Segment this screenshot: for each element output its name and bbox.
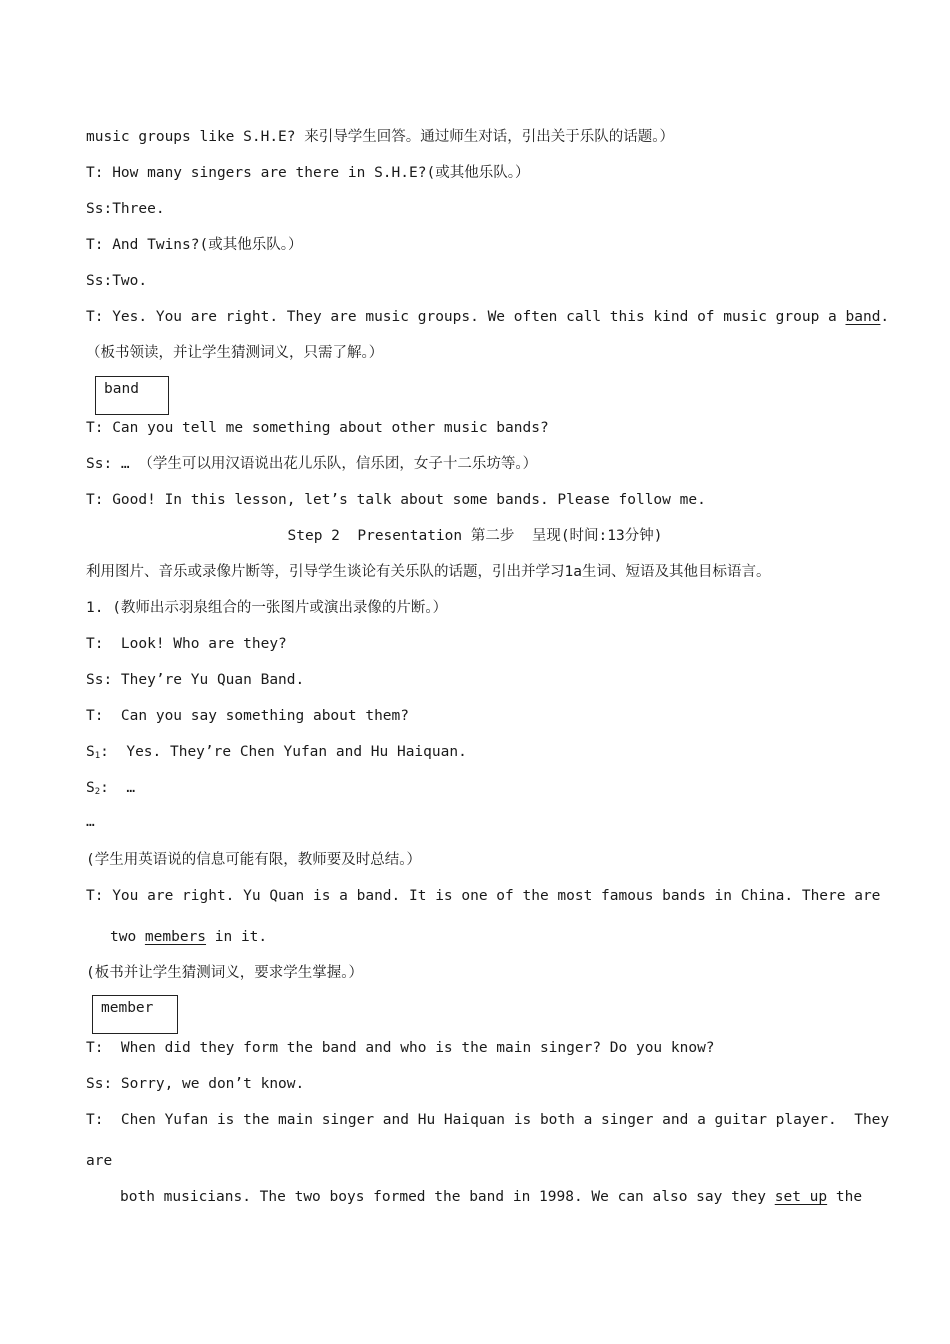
section-heading: Step 2 Presentation 第二步 呈现(时间:13分钟)	[287, 528, 663, 544]
text-line: T: Good! In this lesson, let’s talk about some bands. Please follow me.	[86, 492, 706, 508]
speaker: S	[86, 780, 95, 796]
vocab-underlined: band	[845, 309, 881, 325]
text-run: : Yes. They’re Chen Yufan and Hu Haiquan.	[100, 744, 467, 760]
text-line	[86, 778, 135, 802]
vocab-underlined: set up	[774, 1189, 828, 1205]
text-line: are	[86, 1153, 113, 1169]
vocab-underlined: members	[144, 929, 207, 945]
text-line: Ss: Sorry, we don’t know.	[86, 1076, 305, 1092]
text-run: two	[110, 929, 145, 945]
text-line: Ss: … （学生可以用汉语说出花儿乐队，信乐团，女子十二乐坊等。）	[86, 456, 538, 472]
text-run: the	[827, 1189, 863, 1205]
text-line: Ss:Two.	[86, 273, 148, 289]
speaker: S	[86, 744, 95, 760]
text-run: in it.	[206, 929, 268, 945]
text-line	[110, 927, 267, 947]
speaker-index: 1	[94, 751, 101, 761]
vocab-box-member	[92, 995, 178, 1034]
speaker-index: 2	[94, 787, 101, 797]
text-line	[86, 307, 889, 327]
text-line: (学生用英语说的信息可能有限，教师要及时总结。）	[86, 852, 421, 868]
text-line: T: You are right. Yu Quan is a band. It is one of the most famous bands in China. There are	[86, 888, 881, 904]
vocab-box-label: band	[104, 381, 139, 397]
text-line: music groups like S.H.E? 来引导学生回答。通过师生对话，引出关于乐队的话题。）	[86, 129, 674, 145]
text-line	[120, 1187, 862, 1207]
text-line	[86, 742, 467, 766]
text-line: Ss: They’re Yu Quan Band.	[86, 672, 305, 688]
text-line: 1. (教师出示羽泉组合的一张图片或演出录像的片断。）	[86, 600, 448, 616]
vocab-box-label: member	[101, 1000, 154, 1016]
text-line: …	[86, 814, 95, 830]
vocab-box-band	[95, 376, 169, 415]
text-line: 利用图片、音乐或录像片断等，引导学生谈论有关乐队的话题，引出并学习1a生词、短语及其他目标语言。	[86, 564, 771, 580]
text-line: （板书领读，并让学生猜测词义，只需了解。）	[86, 345, 384, 361]
text-line: Ss:Three.	[86, 201, 165, 217]
text-line: T: Chen Yufan is the main singer and Hu Haiquan is both a singer and a guitar player. They	[86, 1112, 890, 1128]
text-line: T: When did they form the band and who is the main singer? Do you know?	[86, 1040, 715, 1056]
text-line: T: Can you tell me something about other music bands?	[86, 420, 549, 436]
text-run: both musicians. The two boys formed the band in 1998. We can also say they	[120, 1189, 775, 1205]
text-run: T: Yes. You are right. They are music groups. We often call this kind of music group a	[86, 309, 846, 325]
text-run: : …	[100, 780, 136, 796]
text-line: (板书并让学生猜测词义，要求学生掌握。）	[86, 965, 363, 981]
text-line: T: How many singers are there in S.H.E?(或其他乐队。）	[86, 165, 530, 181]
text-line: T: Can you say something about them?	[86, 708, 410, 724]
text-line: T: Look! Who are they?	[86, 636, 287, 652]
text-line: T: And Twins?(或其他乐队。）	[86, 237, 303, 253]
text-run: .	[880, 309, 890, 325]
